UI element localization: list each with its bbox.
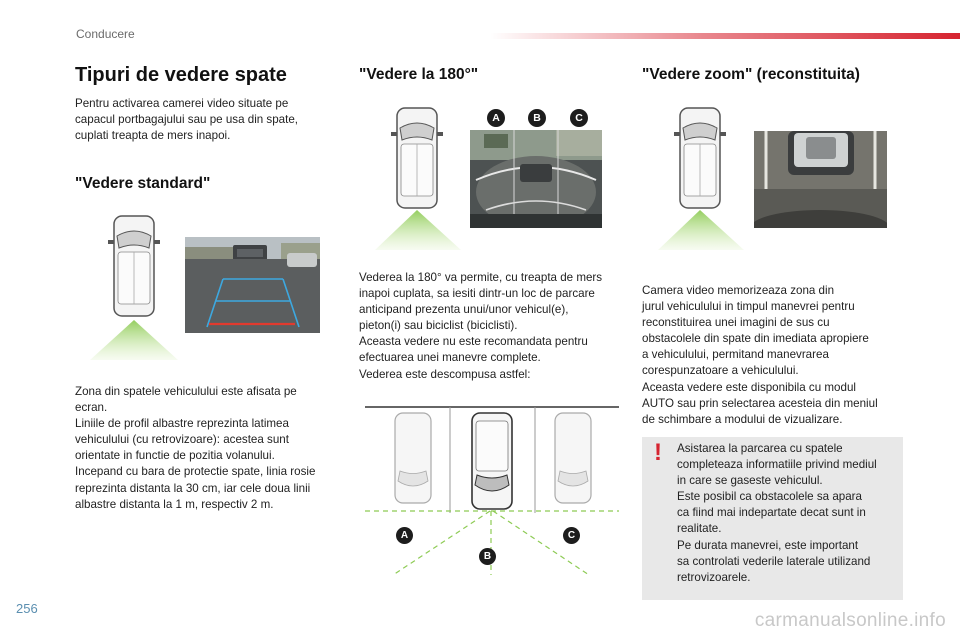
zoom-van-topview — [658, 104, 746, 252]
view-180-label-c: C — [570, 109, 588, 127]
exclamation-icon: ! — [654, 439, 662, 466]
diagram-label-c: C — [563, 527, 580, 544]
warning-notice-text: Asistarea la parcarea cu spatele completeaza informatiile privind mediul in care se gaseste vehiculul. Este posibil ca obstacolele sa apara ca fiind mai indepartate decat sunt in realitate. Pe durata manevrei, este important sa controlati vederile laterale utilizand retrovizoarele. — [677, 442, 877, 584]
standard-van-topview — [88, 212, 180, 364]
view-180-label-a: A — [487, 109, 505, 127]
view-180-van-topview — [375, 104, 463, 252]
page-title: Tipuri de vedere spate — [75, 64, 287, 86]
page-number: 256 — [16, 601, 38, 616]
zoom-view-text: Camera video memorizeaza zona din jurul vehiculului in timpul manevrei pentru reconstituirea unei imagini de sus cu obstacolele din spate din imediata apropiere a vehiculului, permitand manevrarea corespunzatoare a vehiculului. Aceasta vedere este disponibila cu modul AUTO sau prin selectarea acesteia din meniul de schimbare a modului de vizualizare. — [642, 284, 878, 426]
intro-text: Pentru activarea camerei video situate pe capacul portbagajului sau pe usa din spate, cuplati treapta de mers inapoi. — [75, 97, 299, 143]
header-rule — [490, 33, 960, 39]
section-header: Conducere — [76, 27, 135, 41]
diagram-label-b: B — [479, 548, 496, 565]
watermark: carmanualsonline.info — [754, 610, 946, 631]
zoom-view-title: "Vedere zoom" (reconstituita) — [642, 66, 860, 83]
view-180-text: Vederea la 180° va permite, cu treapta de mers inapoi cuplata, sa iesiti dintr-un loc de parcare anticipand prezenta unui/unor vehicul(e), pieton(i) sau biciclist (biciclisti). Aceasta vedere nu este recomandata pentru efectuarea unei manevre complete. Vederea este descompusa astfel: — [359, 271, 603, 381]
zoom-camera-image — [754, 131, 887, 228]
diagram-label-a: A — [396, 527, 413, 544]
view-180-label-b: B — [528, 109, 546, 127]
view-180-title: "Vedere la 180°" — [359, 66, 479, 83]
view-180-camera-image — [470, 130, 602, 228]
standard-view-text: Zona din spatele vehiculului este afisata pe ecran. Liniile de profil albastre reprezinta latimea vehiculului (cu retrovizoare): acestea sunt orientate in functie de pozitia volanului. Incepand cu bara de protectie spate, linia rosie reprezinta distanta la 30 cm, iar cele doua linii albastre distanta la 1 m, respectiv 2 m. — [75, 385, 316, 511]
standard-view-title: "Vedere standard" — [75, 175, 211, 192]
standard-camera-image — [185, 237, 320, 333]
